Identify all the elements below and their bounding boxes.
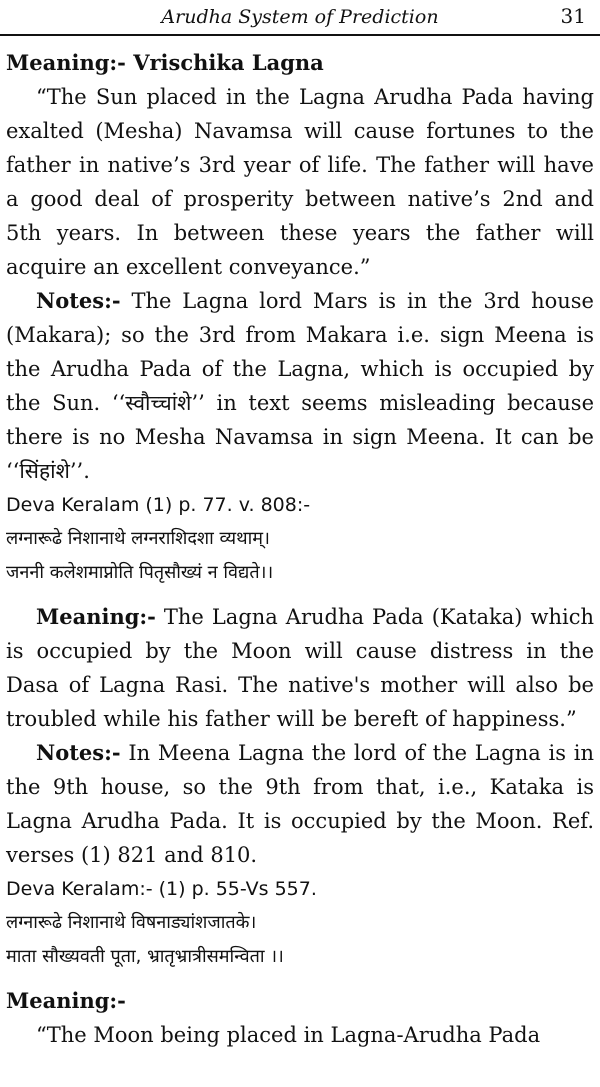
quote-paragraph-1: “The Sun placed in the Lagna Arudha Pada having exalted (Mesha) Navamsa will cause fortunes to the father in native’s 3rd year of life. The father will have a good deal of prosperity between native’s 2nd and 5th years. In between these years the father will acquire an excellent conveyance.” — [6, 85, 594, 279]
reference-2: Deva Keralam:- (1) p. 55-Vs 557. — [6, 878, 317, 900]
sanskrit-verse-2-line-2: माता सौख्यवती पूता, भ्रातृभ्रात्रीसमन्विता ।। — [6, 946, 284, 967]
notes-paragraph-1 — [6, 284, 594, 488]
meaning-paragraph-2 — [6, 600, 594, 736]
sanskrit-verse-1 — [6, 522, 594, 590]
page-header — [0, 0, 600, 36]
meaning-label-2: Meaning:- — [36, 604, 156, 629]
meaning-text-2: The Lagna Arudha Pada (Kataka) which is occupied by the Moon will cause distress in the Dasa of Lagna Rasi. The native's mother will also be troubled while his father will be bereft of happiness.” — [6, 605, 594, 731]
notes-text-1: The Lagna lord Mars is in the 3rd house (Makara); so the 3rd from Makara i.e. sign Meena is the Arudha Pada of the Lagna, which is occupied by the Sun. ‘‘स्वौच्चांशे’’ in text seems misleading because there is no Mesha Navamsa in sign Meena. It can be ‘‘सिंहांशे’’. — [6, 289, 594, 483]
sanskrit-verse-2 — [6, 906, 594, 974]
page-body — [6, 46, 594, 1052]
sanskrit-verse-2-line-1: लग्नारूढे निशानाथे विषनाड्यांशजातके। — [6, 912, 257, 933]
sanskrit-verse-1-line-2: जननी कलेशमाप्नोति पितृसौख्यं न विद्यते।। — [6, 562, 274, 583]
notes-text-2: In Meena Lagna the lord of the Lagna is in the 9th house, so the 9th from that, i.e., Kataka is Lagna Arudha Pada. It is occupied by the Moon. Ref. verses (1) 821 and 810. — [6, 741, 594, 867]
notes-paragraph-2 — [6, 736, 594, 872]
quote-paragraph-2: “The Moon being placed in Lagna-Arudha Pada — [36, 1023, 541, 1047]
notes-label-2: Notes:- — [36, 740, 121, 765]
section-heading-meaning: Meaning:- — [6, 988, 126, 1013]
running-title: Arudha System of Prediction — [161, 6, 439, 28]
reference-1: Deva Keralam (1) p. 77. v. 808:- — [6, 494, 311, 516]
notes-label-1: Notes:- — [36, 288, 121, 313]
section-heading-vrischika: Meaning:- Vrischika Lagna — [6, 50, 324, 75]
page-number: 31 — [560, 4, 586, 28]
sanskrit-verse-1-line-1: लग्नारूढे निशानाथे लग्नराशिदशा व्यथाम्। — [6, 528, 270, 549]
